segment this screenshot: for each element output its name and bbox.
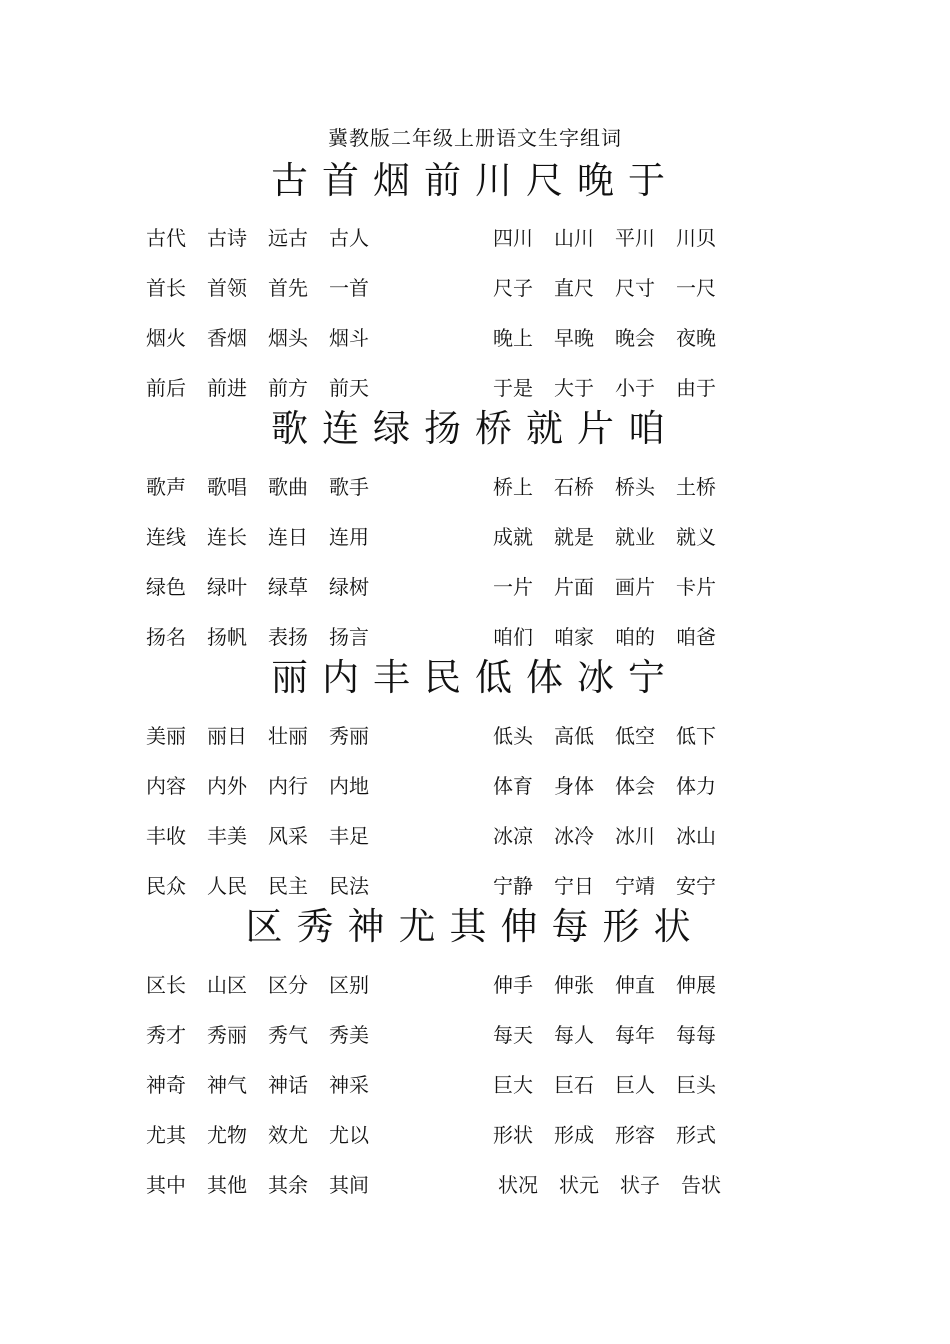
word-item: 宁静 [493, 874, 533, 898]
word-row [493, 1019, 737, 1048]
word-item: 民主 [268, 874, 308, 898]
word-item: 民众 [146, 874, 186, 898]
section-heading: 区秀神尤其伸每形状 [245, 905, 705, 948]
word-row [493, 820, 737, 849]
word-item: 绿叶 [207, 575, 247, 599]
word-row [146, 272, 390, 301]
word-item: 川贝 [676, 226, 716, 250]
word-item: 每人 [554, 1023, 594, 1047]
word-row [146, 372, 390, 401]
word-item: 烟斗 [329, 326, 369, 350]
word-item: 神采 [329, 1073, 369, 1097]
word-row [493, 272, 737, 301]
word-item: 状况 [498, 1173, 538, 1197]
word-item: 每每 [676, 1023, 716, 1047]
word-row [146, 471, 390, 500]
word-row [146, 870, 390, 899]
word-item: 其他 [207, 1173, 247, 1197]
word-item: 身体 [554, 774, 594, 798]
word-item: 其间 [329, 1173, 369, 1197]
word-item: 状元 [559, 1173, 599, 1197]
word-item: 形状 [493, 1123, 533, 1147]
word-row [146, 820, 390, 849]
word-item: 烟火 [146, 326, 186, 350]
word-row [146, 1069, 390, 1098]
word-item: 首先 [268, 276, 308, 300]
word-item: 扬名 [146, 625, 186, 649]
word-item: 大于 [554, 376, 594, 400]
word-item: 状子 [620, 1173, 660, 1197]
word-item: 咱家 [554, 625, 594, 649]
word-item: 连线 [146, 525, 186, 549]
word-item: 尤物 [207, 1123, 247, 1147]
word-item: 秀才 [146, 1023, 186, 1047]
word-row [146, 322, 390, 351]
word-item: 巨头 [676, 1073, 716, 1097]
word-item: 低头 [493, 724, 533, 748]
word-item: 美丽 [146, 724, 186, 748]
word-item: 宁日 [554, 874, 594, 898]
section-heading: 古首烟前川尺晚于 [271, 159, 679, 202]
word-item: 晚上 [493, 326, 533, 350]
word-item: 古人 [329, 226, 369, 250]
word-row [146, 1169, 390, 1198]
word-item: 画片 [615, 575, 655, 599]
word-item: 丽日 [207, 724, 247, 748]
word-item: 成就 [493, 525, 533, 549]
word-item: 首领 [207, 276, 247, 300]
word-item: 冰凉 [493, 824, 533, 848]
word-item: 告状 [681, 1173, 721, 1197]
word-row [493, 471, 737, 500]
word-item: 低下 [676, 724, 716, 748]
word-row [146, 571, 390, 600]
word-row [498, 1169, 742, 1198]
word-row [493, 621, 737, 650]
word-item: 伸展 [676, 973, 716, 997]
word-item: 前天 [329, 376, 369, 400]
word-item: 古诗 [207, 226, 247, 250]
word-item: 卡片 [676, 575, 716, 599]
word-item: 绿树 [329, 575, 369, 599]
word-item: 秀丽 [329, 724, 369, 748]
word-item: 就业 [615, 525, 655, 549]
word-item: 土桥 [676, 475, 716, 499]
word-item: 咱爸 [676, 625, 716, 649]
word-item: 丰美 [207, 824, 247, 848]
section-heading: 丽内丰民低体冰宁 [271, 656, 679, 699]
word-item: 体育 [493, 774, 533, 798]
word-item: 夜晚 [676, 326, 716, 350]
word-item: 体会 [615, 774, 655, 798]
word-item: 于是 [493, 376, 533, 400]
word-item: 前后 [146, 376, 186, 400]
word-row [146, 1119, 390, 1148]
word-item: 绿色 [146, 575, 186, 599]
word-item: 就义 [676, 525, 716, 549]
word-item: 内外 [207, 774, 247, 798]
word-row [146, 1019, 390, 1048]
word-item: 内容 [146, 774, 186, 798]
word-item: 人民 [207, 874, 247, 898]
word-item: 连用 [329, 525, 369, 549]
word-item: 前方 [268, 376, 308, 400]
word-item: 伸直 [615, 973, 655, 997]
word-item: 每天 [493, 1023, 533, 1047]
word-item: 连长 [207, 525, 247, 549]
word-item: 古代 [146, 226, 186, 250]
word-item: 冰冷 [554, 824, 594, 848]
word-item: 效尤 [268, 1123, 308, 1147]
word-row [146, 222, 390, 251]
word-item: 形容 [615, 1123, 655, 1147]
word-item: 尤其 [146, 1123, 186, 1147]
word-item: 尤以 [329, 1123, 369, 1147]
word-item: 秀气 [268, 1023, 308, 1047]
word-item: 安宁 [676, 874, 716, 898]
word-item: 尺寸 [615, 276, 655, 300]
word-row [146, 969, 390, 998]
word-row [493, 870, 737, 899]
word-item: 歌曲 [268, 475, 308, 499]
word-item: 歌声 [146, 475, 186, 499]
word-item: 一片 [493, 575, 533, 599]
word-item: 冰川 [615, 824, 655, 848]
word-item: 内行 [268, 774, 308, 798]
word-row [146, 621, 390, 650]
word-item: 桥头 [615, 475, 655, 499]
word-item: 神话 [268, 1073, 308, 1097]
word-row [493, 322, 737, 351]
document-title: 冀教版二年级上册语文生字组词 [328, 126, 622, 150]
word-item: 区分 [268, 973, 308, 997]
word-item: 体力 [676, 774, 716, 798]
word-item: 巨大 [493, 1073, 533, 1097]
word-row [493, 571, 737, 600]
word-item: 神奇 [146, 1073, 186, 1097]
word-item: 壮丽 [268, 724, 308, 748]
word-item: 歌唱 [207, 475, 247, 499]
word-item: 内地 [329, 774, 369, 798]
word-row [493, 969, 737, 998]
word-item: 咱的 [615, 625, 655, 649]
word-item: 伸手 [493, 973, 533, 997]
word-row [146, 770, 390, 799]
word-item: 绿草 [268, 575, 308, 599]
word-row [493, 720, 737, 749]
word-item: 形式 [676, 1123, 716, 1147]
word-item: 丰收 [146, 824, 186, 848]
word-item: 每年 [615, 1023, 655, 1047]
word-item: 由于 [676, 376, 716, 400]
word-item: 丰足 [329, 824, 369, 848]
word-item: 石桥 [554, 475, 594, 499]
word-item: 巨石 [554, 1073, 594, 1097]
word-item: 其余 [268, 1173, 308, 1197]
word-item: 风采 [268, 824, 308, 848]
word-row [493, 521, 737, 550]
word-item: 巨人 [615, 1073, 655, 1097]
word-item: 神气 [207, 1073, 247, 1097]
word-item: 前进 [207, 376, 247, 400]
word-item: 山区 [207, 973, 247, 997]
word-row [493, 222, 737, 251]
word-row [493, 770, 737, 799]
word-row [493, 1119, 737, 1148]
word-item: 四川 [493, 226, 533, 250]
word-item: 桥上 [493, 475, 533, 499]
word-item: 扬言 [329, 625, 369, 649]
word-item: 烟头 [268, 326, 308, 350]
word-item: 高低 [554, 724, 594, 748]
word-item: 远古 [268, 226, 308, 250]
word-item: 首长 [146, 276, 186, 300]
word-item: 香烟 [207, 326, 247, 350]
word-item: 一首 [329, 276, 369, 300]
word-item: 表扬 [268, 625, 308, 649]
word-item: 一尺 [676, 276, 716, 300]
word-item: 直尺 [554, 276, 594, 300]
word-item: 伸张 [554, 973, 594, 997]
word-item: 片面 [554, 575, 594, 599]
word-item: 秀丽 [207, 1023, 247, 1047]
word-item: 秀美 [329, 1023, 369, 1047]
word-item: 民法 [329, 874, 369, 898]
word-item: 就是 [554, 525, 594, 549]
word-item: 区别 [329, 973, 369, 997]
word-item: 区长 [146, 973, 186, 997]
word-item: 咱们 [493, 625, 533, 649]
word-row [493, 372, 737, 401]
word-item: 宁靖 [615, 874, 655, 898]
word-item: 小于 [615, 376, 655, 400]
word-item: 歌手 [329, 475, 369, 499]
word-item: 连日 [268, 525, 308, 549]
word-row [493, 1069, 737, 1098]
word-item: 形成 [554, 1123, 594, 1147]
word-item: 低空 [615, 724, 655, 748]
word-item: 平川 [615, 226, 655, 250]
section-heading: 歌连绿扬桥就片咱 [271, 407, 679, 450]
word-item: 扬帆 [207, 625, 247, 649]
word-item: 其中 [146, 1173, 186, 1197]
word-item: 山川 [554, 226, 594, 250]
word-item: 早晚 [554, 326, 594, 350]
word-row [146, 720, 390, 749]
word-item: 晚会 [615, 326, 655, 350]
word-row [146, 521, 390, 550]
word-item: 尺子 [493, 276, 533, 300]
word-item: 冰山 [676, 824, 716, 848]
